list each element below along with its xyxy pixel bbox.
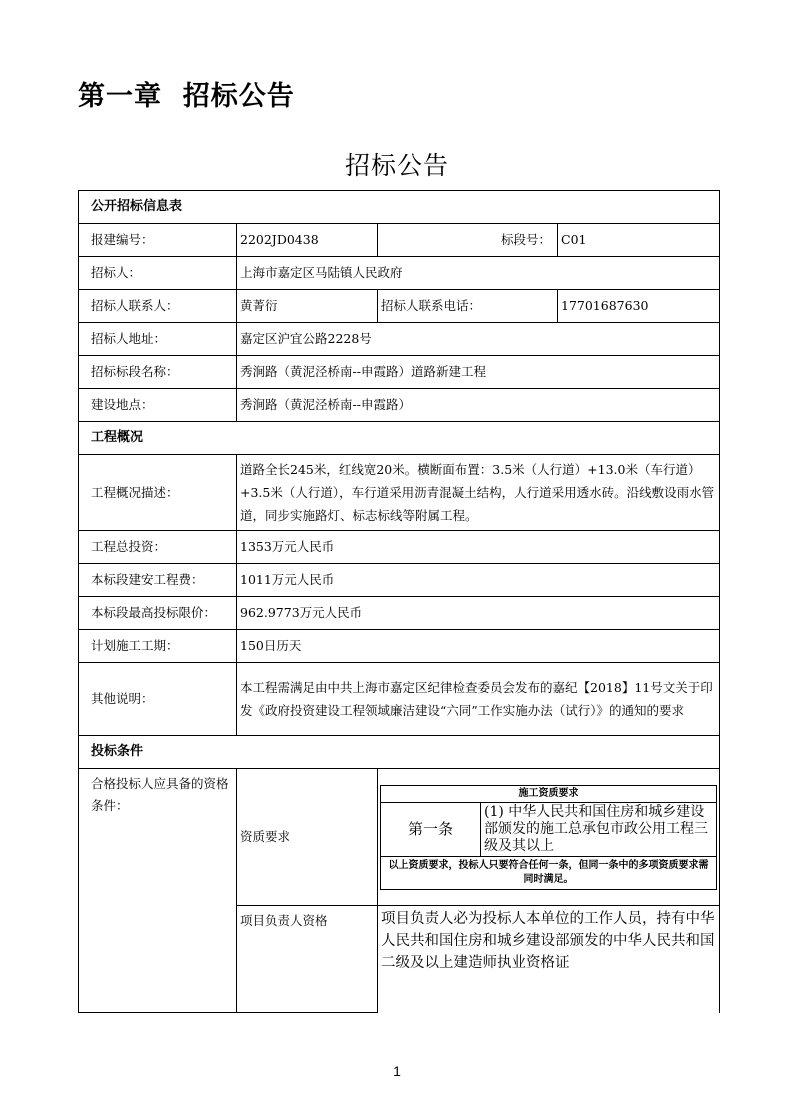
address-value: 嘉定区沪宜公路2228号: [237, 323, 720, 356]
row-lot-name: [79, 356, 720, 389]
field-label: 招标人地址：: [79, 323, 237, 356]
row-total-invest: [79, 531, 720, 564]
contact-value: 黄菁衍: [237, 290, 378, 323]
section-row-public-info: [79, 191, 720, 224]
row-overview-desc: [79, 455, 720, 531]
report-no-value: 2202JD0438: [237, 224, 378, 257]
row-report-no: [79, 224, 720, 257]
period-value: 150日历天: [237, 630, 720, 663]
field-label: 其他说明：: [79, 663, 237, 736]
max-price-value: 962.9773万元人民币: [237, 597, 720, 630]
phone-value: 17701687630: [558, 290, 720, 323]
field-label: 招标标段名称：: [79, 356, 237, 389]
article-number: 第一条: [381, 802, 481, 856]
field-label: 招标人联系人：: [79, 290, 237, 323]
field-label: 标段号：: [378, 224, 558, 257]
tender-info-table: [78, 190, 720, 1013]
qual-table-header: 施工资质要求: [381, 785, 717, 802]
pm-requirement-text: 项目负责人必为投标人本单位的工作人员，持有中华人民共和国住房和城乡建设部颁发的中华人民共和国二级及以上建造师执业资格证: [378, 906, 720, 1013]
field-label: 建设地点：: [79, 389, 237, 422]
field-label: 本标段建安工程费：: [79, 564, 237, 597]
field-label: 项目负责人资格: [237, 906, 378, 1013]
field-label: 资质要求: [237, 769, 378, 906]
row-tenderer: [79, 257, 720, 290]
lot-name-value: 秀涧路（黄泥泾桥南--申霞路）道路新建工程: [237, 356, 720, 389]
tenderer-value: 上海市嘉定区马陆镇人民政府: [237, 257, 720, 290]
page-number: 1: [393, 1063, 401, 1079]
total-invest-value: 1353万元人民币: [237, 531, 720, 564]
row-max-price: [79, 597, 720, 630]
row-period: [79, 630, 720, 663]
row-other: [79, 663, 720, 736]
section-title: 工程概况: [79, 422, 720, 455]
article-text: (1) 中华人民共和国住房和城乡建设部颁发的施工总承包市政公用工程三级及其以上: [481, 802, 717, 856]
section-title: 投标条件: [79, 736, 720, 769]
field-label: 计划施工工期：: [79, 630, 237, 663]
site-value: 秀涧路（黄泥泾桥南--申霞路）: [237, 389, 720, 422]
qual-note: 以上资质要求，投标人只要符合任何一条，但同一条中的多项资质要求需同时满足。: [381, 856, 717, 889]
field-label: 招标人：: [79, 257, 237, 290]
section-title: 公开招标信息表: [79, 191, 720, 224]
row-build-cost: [79, 564, 720, 597]
document-title: 招标公告: [344, 151, 449, 180]
chapter-heading: 第一章 招标公告: [78, 81, 295, 112]
row-qualification: [79, 769, 720, 906]
build-cost-value: 1011万元人民币: [237, 564, 720, 597]
field-label: 报建编号：: [79, 224, 237, 257]
row-site: [79, 389, 720, 422]
field-label: 合格投标人应具备的资格条件：: [79, 769, 237, 1013]
section-row-bid-conditions: [79, 736, 720, 769]
field-label: 工程概况描述：: [79, 455, 237, 531]
qualification-cell: [378, 769, 720, 906]
other-value: 本工程需满足由中共上海市嘉定区纪律检查委员会发布的嘉纪【2018】11号文关于印发《政府投资建设工程领域廉洁建设“六同”工作实施办法（试行）》的通知的要求: [237, 663, 720, 736]
row-address: [79, 323, 720, 356]
field-label: 招标人联系电话：: [378, 290, 558, 323]
qualification-table: [380, 785, 717, 890]
field-label: 本标段最高投标限价：: [79, 597, 237, 630]
overview-desc-value: 道路全长245米，红线宽20米。横断面布置：3.5米（人行道）+13.0米（车行道）+3.5米（人行道），车行道采用沥青混凝土结构，人行道采用透水砖。沿线敷设雨水管道，同步实施路灯、标志标线等附属工程。: [237, 455, 720, 531]
row-contact: [79, 290, 720, 323]
section-row-overview: [79, 422, 720, 455]
field-label: 工程总投资：: [79, 531, 237, 564]
lot-no-value: C01: [558, 224, 720, 257]
